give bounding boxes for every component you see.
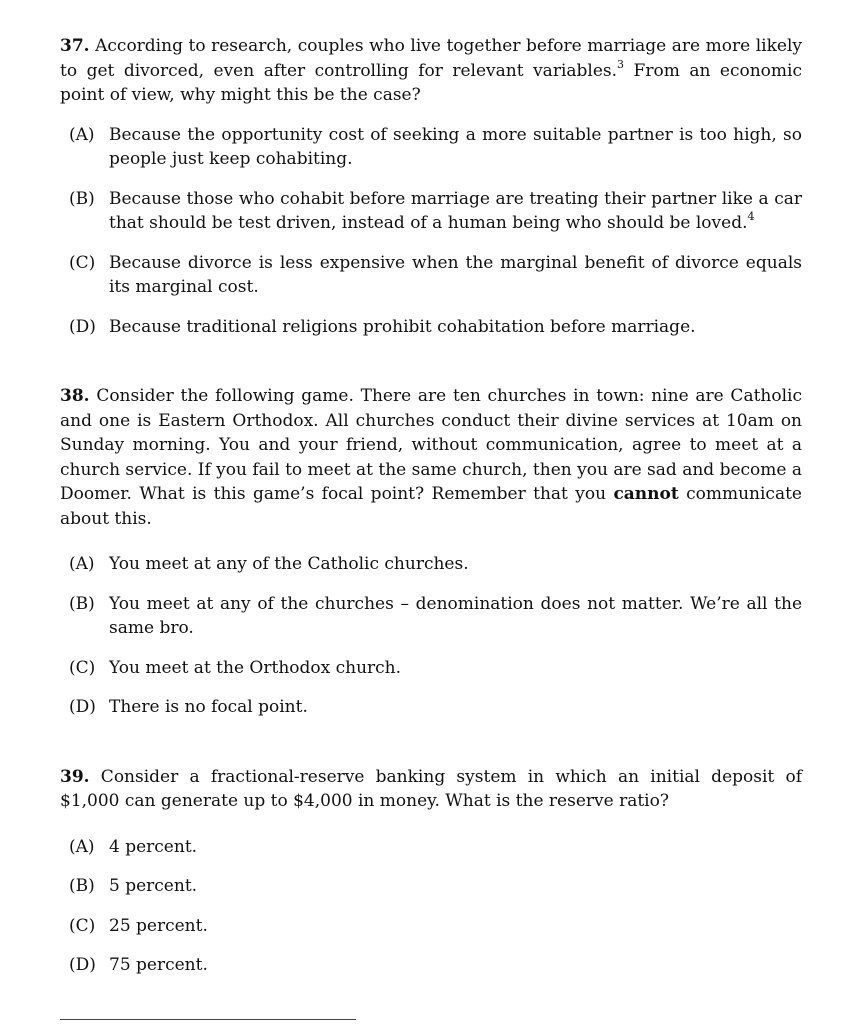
option-a <box>60 123 802 172</box>
question-text <box>60 384 802 531</box>
question-text-part: Consider a fractional-reserve banking system in which an initial deposit of $1,000 can generate up to $4,000 in money. What is the reserve ratio? <box>60 766 802 811</box>
option-text: Because those who cohabit before marriage are treating their partner like a car that should be test driven, instead of a human being who should be loved. <box>109 188 802 233</box>
question-number: 39. <box>60 766 90 787</box>
options-list <box>60 123 802 340</box>
option-b <box>60 874 802 899</box>
document-page <box>60 34 802 978</box>
option-text: You meet at any of the churches – denomination does not matter. We’re all the same bro. <box>109 593 802 638</box>
option-label: (D) <box>69 316 96 337</box>
question-text-part: Consider the following game. There are ten churches in town: nine are Catholic and one is Eastern Orthodox. All churches conduct their divine services at 10am on Sunday morning. You and your friend, without communication, agree to meet at a church service. If you fail to meet at the same church, then you are sad and become a Doomer. What is this game’s focal point? Remember that you <box>60 386 802 504</box>
question-number: 37. <box>60 36 90 56</box>
option-text: There is no focal point. <box>109 697 308 717</box>
question-text-part: From an economic point of view, why might this be the case? <box>60 60 802 105</box>
question-37 <box>60 34 802 339</box>
option-text: Because divorce is less expensive when the marginal benefit of divorce equals its marginal cost. <box>109 252 802 297</box>
options-list <box>60 835 802 978</box>
option-text: You meet at any of the Catholic churches. <box>109 554 469 574</box>
option-label: (A) <box>69 554 95 574</box>
footnote-ref: 4 <box>747 210 755 224</box>
option-label: (B) <box>69 188 95 209</box>
option-label: (A) <box>69 124 95 145</box>
option-d <box>60 695 802 720</box>
option-c <box>60 656 802 681</box>
question-text <box>60 34 802 108</box>
option-label: (C) <box>69 252 96 273</box>
option-b <box>60 592 802 641</box>
option-text: 5 percent. <box>109 876 198 896</box>
question-text <box>60 765 802 814</box>
question-text-part: communicate about this. <box>60 484 802 529</box>
option-text: 4 percent. <box>109 836 198 857</box>
option-d <box>60 953 802 978</box>
option-label: (A) <box>69 836 95 857</box>
option-text: 75 percent. <box>109 955 208 975</box>
emphasis-text: cannot <box>613 484 679 504</box>
option-label: (B) <box>69 876 95 896</box>
option-d <box>60 315 802 340</box>
question-38 <box>60 384 802 720</box>
option-label: (D) <box>69 697 96 717</box>
options-list <box>60 552 802 720</box>
option-label: (D) <box>69 955 96 975</box>
option-label: (C) <box>69 915 96 936</box>
option-label: (C) <box>69 657 96 678</box>
footnote-separator <box>60 1019 356 1020</box>
option-text: 25 percent. <box>109 915 208 936</box>
option-text: You meet at the Orthodox church. <box>109 657 402 678</box>
option-c <box>60 251 802 300</box>
option-b <box>60 187 802 236</box>
option-text: Because the opportunity cost of seeking a more suitable partner is too high, so people just keep cohabiting. <box>109 124 802 169</box>
option-a <box>60 835 802 860</box>
option-a <box>60 552 802 577</box>
option-label: (B) <box>69 593 95 614</box>
question-39 <box>60 765 802 978</box>
option-c <box>60 914 802 939</box>
option-text: Because traditional religions prohibit cohabitation before marriage. <box>109 316 696 337</box>
question-text-part: According to research, couples who live together before marriage are more likely to get divorced, even after controlling for relevant variables. <box>60 36 802 81</box>
footnote-ref: 3 <box>617 57 625 71</box>
question-number: 38. <box>60 386 90 406</box>
